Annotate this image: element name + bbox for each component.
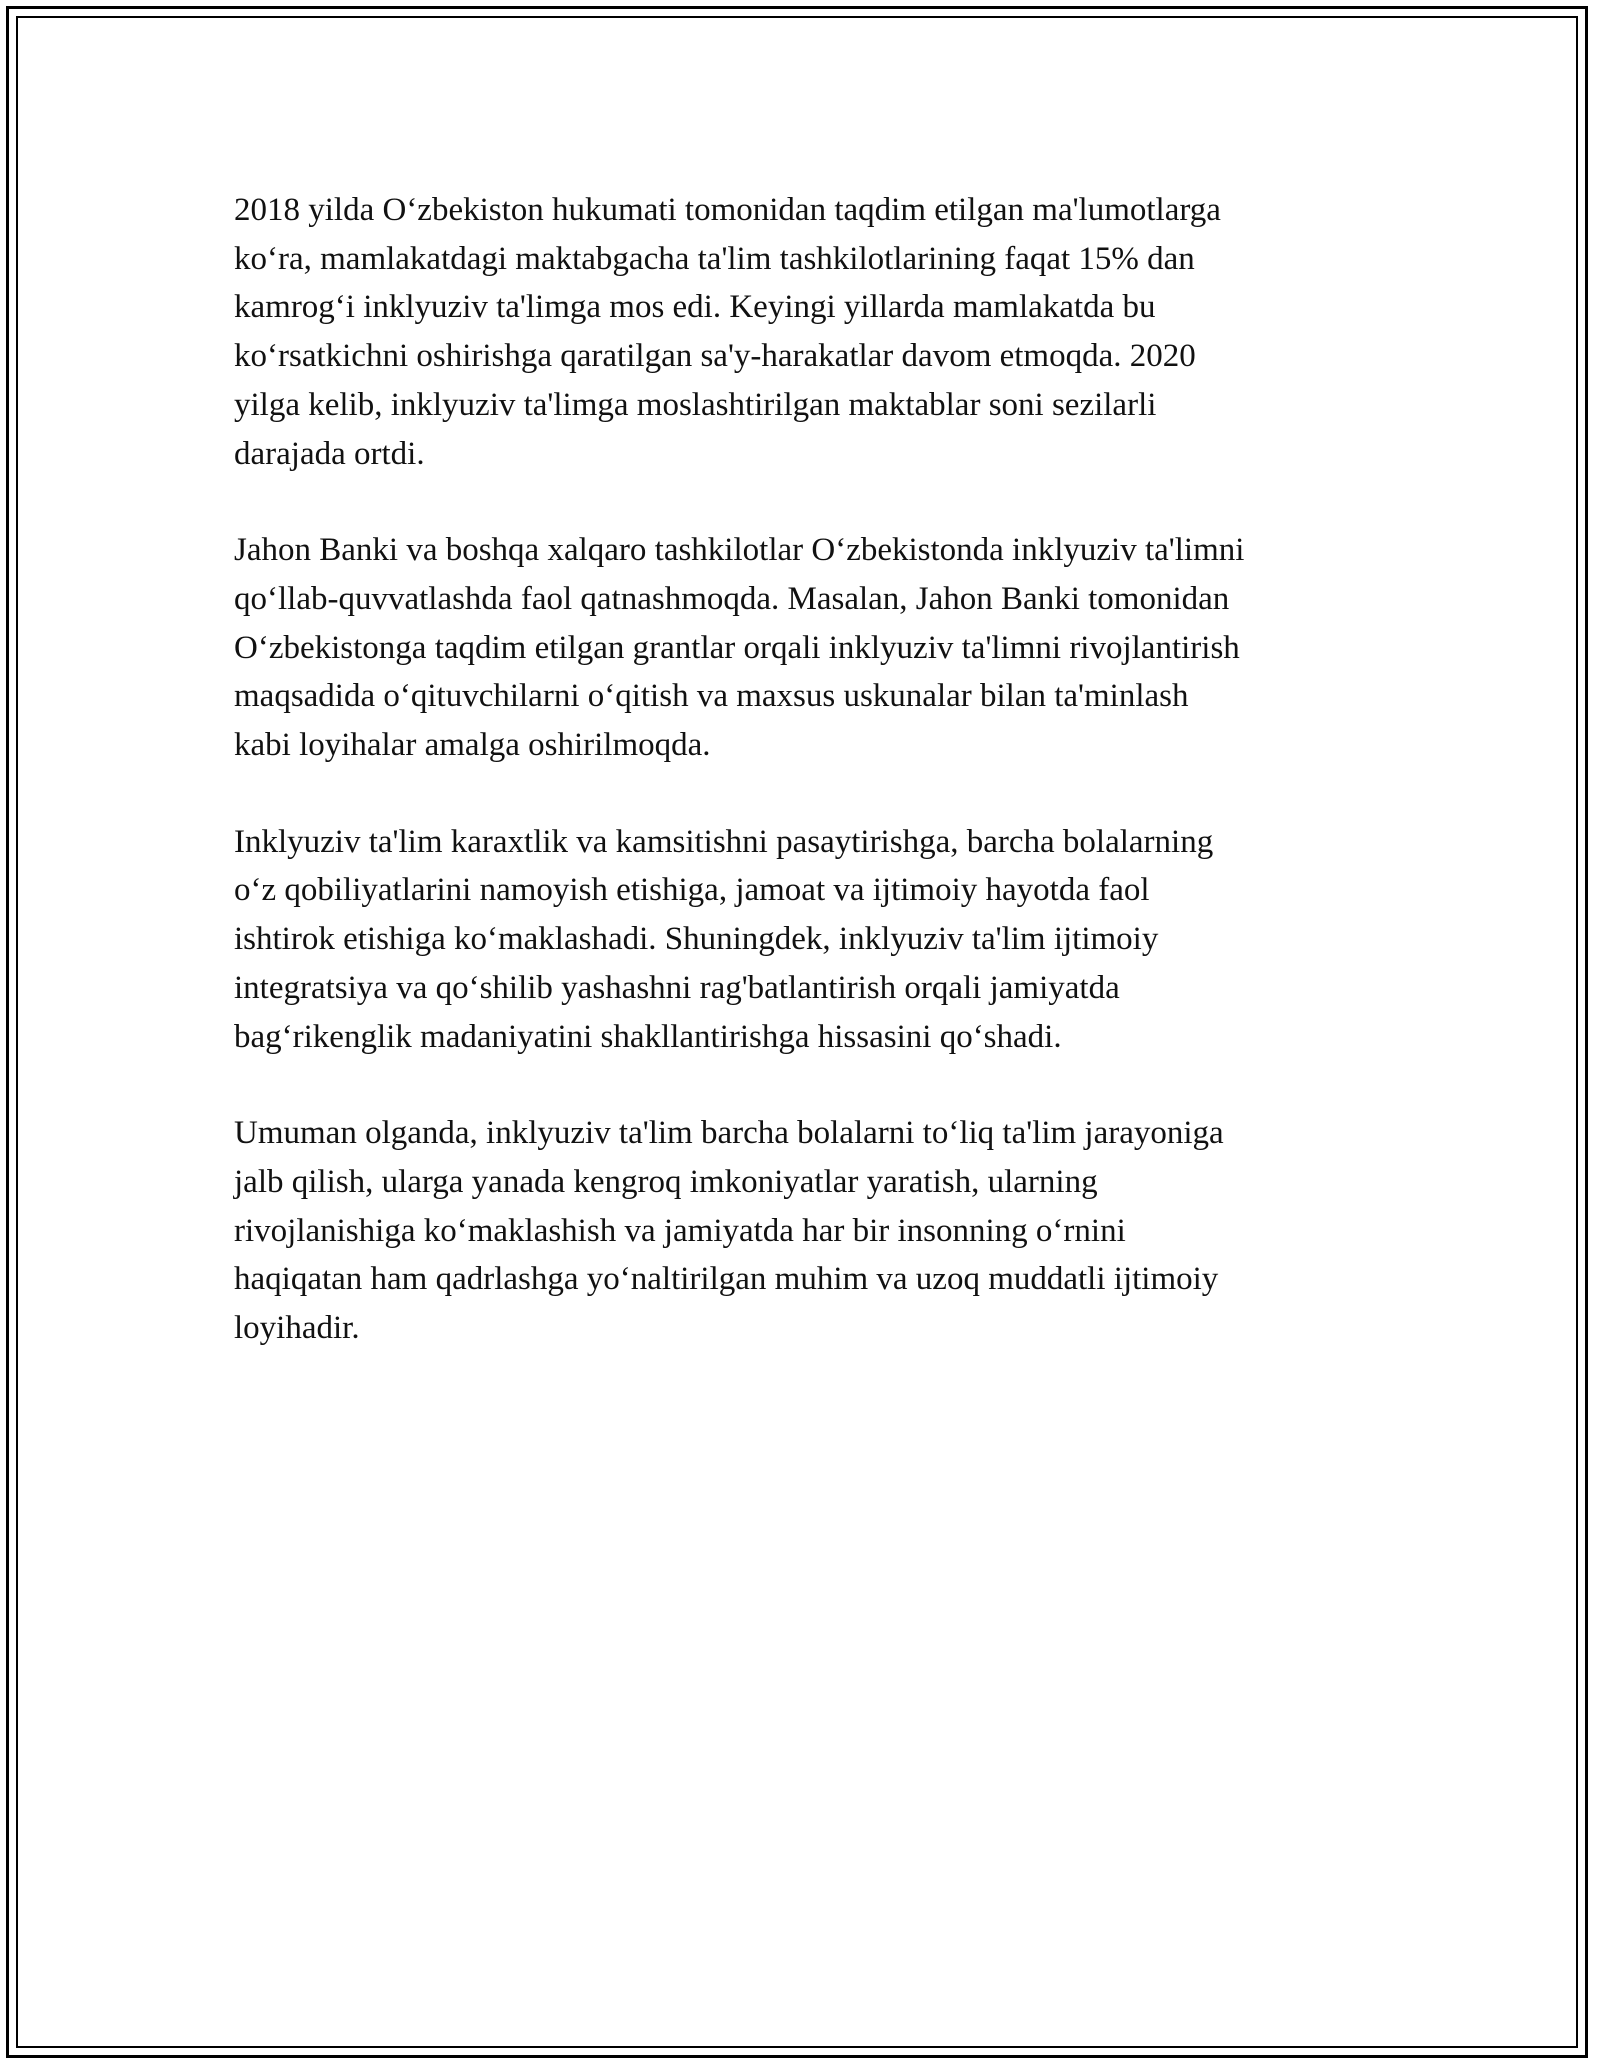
paragraph-3: Inklyuziv ta'lim karaxtlik va kamsitishni pasaytirishga, barcha bolalarning o‘z qobiliyatlarini namoyish etishiga, jamoat va ijtimoiy hayotda faol ishtirok etishiga ko‘maklashadi. Shuningdek, inklyuziv ta'lim ijtimoiy integratsiya va qo‘shilib yashashni rag'batlantirish orqali jamiyatda bag‘rikenglik madaniyatini shakllantirishga hissasini qo‘shadi. bbox=[234, 823, 1214, 1055]
paragraph-4: Umuman olganda, inklyuziv ta'lim barcha bolalarni to‘liq ta'lim jarayoniga jalb qilish, ularga yanada kengroq imkoniyatlar yaratish, ularning rivojlanishiga ko‘maklashish va jamiyatda har bir insonning o‘rnini haqiqatan ham qadrlashga yo‘naltirilgan muhim va uzoq muddatli ijtimoiy loyihadir. bbox=[234, 1115, 1224, 1347]
paragraph-2: Jahon Banki va boshqa xalqaro tashkilotlar O‘zbekistonda inklyuziv ta'limni qo‘llab-quvvatlashda faol qatnashmoqda. Masalan, Jahon Banki tomonidan O‘zbekistonga taqdim etilgan grantlar orqali inklyuziv ta'limni rivojlantirish maqsadida o‘qituvchilarni o‘qitish va maxsus uskunalar bilan ta'minlash kabi loyihalar amalga oshirilmoqda. bbox=[234, 532, 1245, 764]
paragraph-1: 2018 yilda O‘zbekiston hukumati tomonidan taqdim etilgan ma'lumotlarga ko‘ra, mamlakatdagi maktabgacha ta'lim tashkilotlarining faqat 15% dan kamrog‘i inklyuziv ta'limga mos edi. Keyingi yillarda mamlakatda bu ko‘rsatkichni oshirishga qaratilgan sa'y-harakatlar davom etmoqda. 2020 yilga kelib, inklyuziv ta'limga moslashtirilgan maktablar soni sezilarli darajada ortdi. bbox=[234, 192, 1221, 472]
document-body bbox=[234, 186, 1394, 1401]
